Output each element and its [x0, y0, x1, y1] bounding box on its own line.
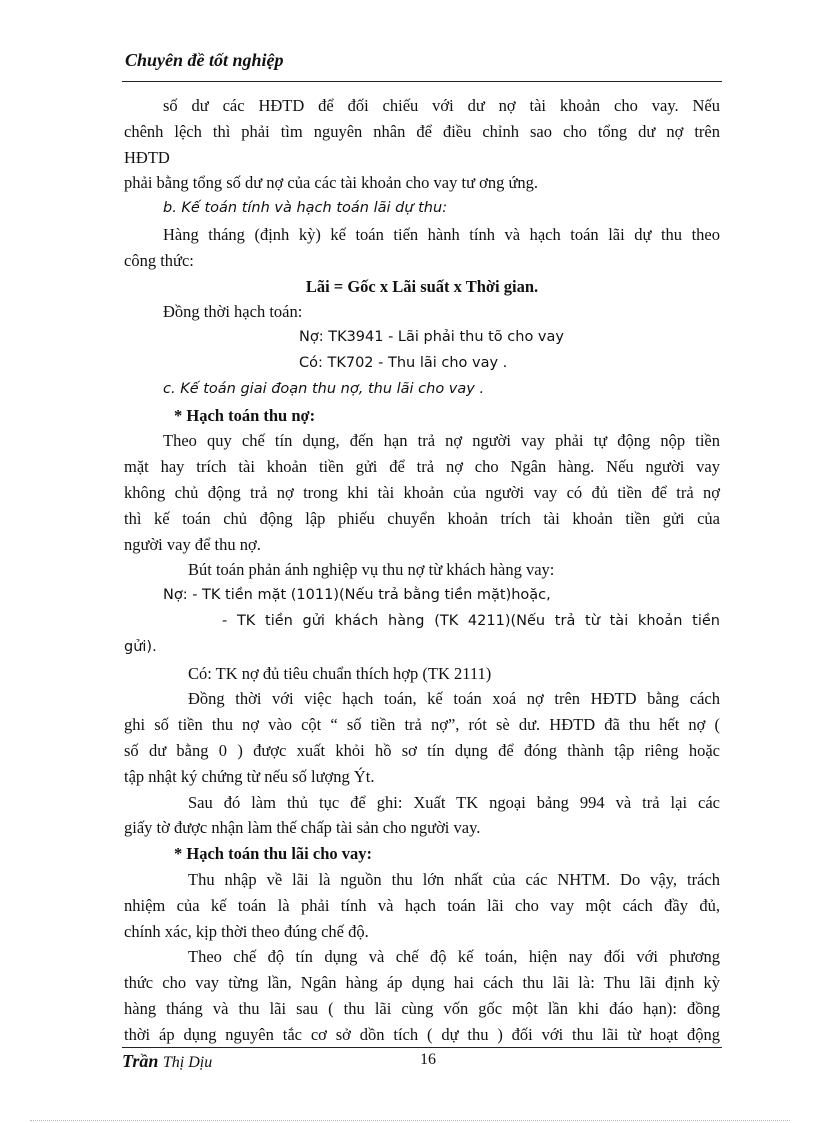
text-line: thời áp dụng nguyên tắc cơ sở dồn tích ( dự thu ) đối với thu lãi từ hoạt động: [124, 1024, 720, 1044]
text-line: tập nhật ký chứng từ nếu số lượng Ýt.: [124, 766, 375, 786]
body-text: [124, 93, 720, 1047]
text-line: Thu nhập về lãi là nguồn thu lớn nhất của các NHTM. Do vậy, trách: [188, 869, 720, 889]
footer-divider: [122, 1047, 722, 1048]
text-line: Bút toán phản ánh nghiệp vụ thu nợ từ khách hàng vay:: [188, 560, 555, 580]
author-given-name: Thị Dịu: [162, 1054, 213, 1071]
text-line: Theo quy chế tín dụng, đến hạn trả nợ người vay phải tự động nộp tiền: [163, 431, 720, 451]
text-line: số dư bằng 0 ) được xuất khỏi hồ sơ tín dụng để đóng thành tập riêng hoặc: [124, 740, 720, 760]
text-line: Có: TK nợ đủ tiêu chuẩn thích hợp (TK 2111): [188, 663, 492, 683]
text-line: hàng tháng và thu lãi sau ( thu lãi cùng vốn gốc một lần khi đáo hạn): đồng: [124, 998, 720, 1018]
text-line: công thức:: [124, 250, 194, 270]
header-divider: [122, 81, 722, 82]
text-line: Hàng tháng (định kỳ) kế toán tiến hành tính và hạch toán lãi dự thu theo: [163, 224, 720, 244]
accounting-entry: Có: TK702 - Thu lãi cho vay .: [299, 354, 508, 371]
text-line: số dư các HĐTD để đối chiếu với dư nợ tài khoản cho vay. Nếu: [163, 96, 720, 115]
section-heading: * Hạch toán thu lãi cho vay:: [174, 844, 373, 864]
subheading: b. Kế toán tính và hạch toán lãi dự thu:: [163, 200, 448, 217]
text-line: phải bằng tổng số dư nợ của các tài khoản cho vay tư ơng ứng.: [124, 173, 539, 193]
text-line: Nợ: - TK tiền mặt (1011)(Nếu trả bằng tiền mặt)hoặc,: [163, 587, 551, 604]
text-line: - TK tiền gửi khách hàng (TK 4211)(Nếu trả từ tài khoản tiền: [222, 612, 720, 629]
text-line: ghi số tiền thu nợ vào cột “ số tiền trả nợ”, rót sè dư. HĐTD đã thu hết nợ (: [124, 715, 720, 735]
footer-author: [122, 1051, 212, 1072]
accounting-entry: Nợ: TK3941 - Lãi phải thu tõ cho vay: [299, 329, 564, 346]
text-line: thức cho vay từng lần, Ngân hàng áp dụng hai cách thu lãi là: Thu lãi định kỳ: [124, 973, 720, 993]
section-heading: * Hạch toán thu nợ:: [174, 405, 316, 425]
text-line: nhiệm của kế toán là phải tính và hạch toán lãi cho vay một cách đầy đủ,: [124, 895, 720, 915]
text-line: không chủ động trả nợ trong khi tài khoản của người vay có đủ tiền để trả nợ: [124, 482, 720, 502]
subheading: c. Kế toán giai đoạn thu nợ, thu lãi cho vay .: [163, 380, 485, 397]
text-line: Sau đó làm thủ tục để ghi: Xuất TK ngoại bảng 994 và trả lại các: [188, 792, 720, 812]
text-line: Theo chế độ tín dụng và chế độ kế toán, hiện nay đối với phương: [188, 947, 720, 967]
text-line: HĐTD: [124, 147, 170, 167]
header-title: Chuyên đề tốt nghiệp: [125, 50, 284, 70]
text-line: mặt hay trích tài khoản tiền gửi để trả nợ cho Ngân hàng. Nếu người vay: [124, 457, 720, 477]
formula: Lãi = Gốc x Lãi suất x Thời gian.: [305, 276, 539, 296]
page-bottom-edge: [30, 1120, 790, 1121]
text-line: Đồng thời hạch toán:: [163, 302, 303, 322]
page-number: 16: [420, 1051, 436, 1068]
text-line: gửi).: [124, 638, 157, 655]
text-line: chênh lệch thì phải tìm nguyên nhân để điều chỉnh sao cho tổng dư nợ trên: [124, 121, 720, 141]
text-line: chính xác, kịp thời theo đúng chế độ.: [124, 921, 369, 941]
text-line: thì kế toán chủ động lập phiếu chuyển khoản trích tài khoản tiền gửi của: [124, 508, 720, 528]
text-line: Đồng thời với việc hạch toán, kế toán xoá nợ trên HĐTD bằng cách: [188, 689, 720, 709]
text-line: người vay để thu nợ.: [124, 534, 261, 554]
text-line: giấy tờ được nhận làm thế chấp tài sản cho người vay.: [124, 818, 481, 838]
author-surname: Trần: [122, 1051, 159, 1071]
